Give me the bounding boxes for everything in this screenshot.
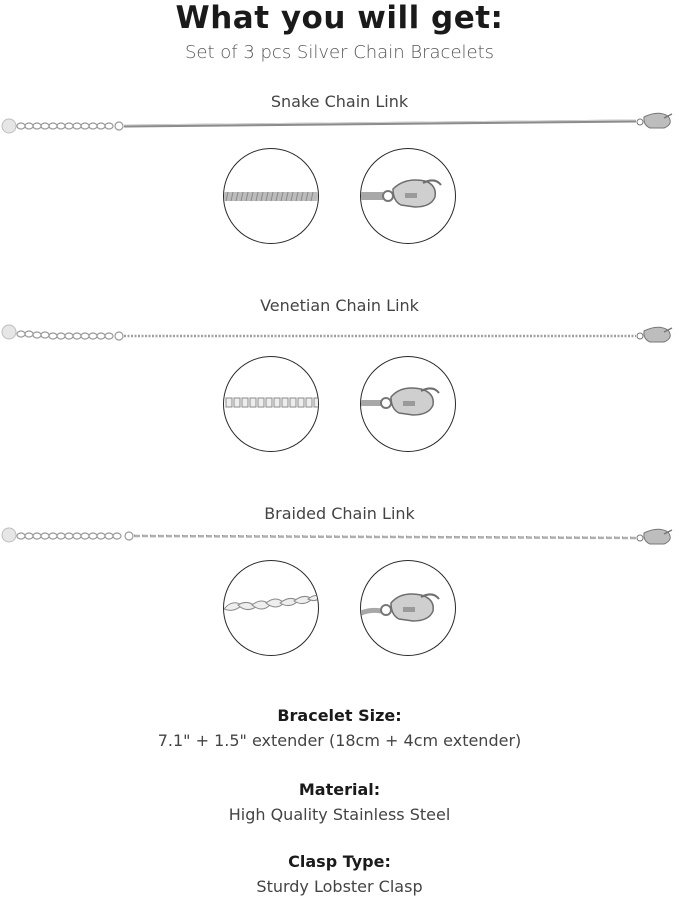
spec-value: High Quality Stainless Steel [228, 805, 451, 824]
spec-value: 7.1" + 1.5" extender (18cm + 4cm extender) [157, 731, 522, 750]
chain-label: Snake Chain Link [270, 92, 409, 111]
venetian-chain-bracelet-image [0, 316, 679, 356]
spec-clasp-type [0, 852, 679, 896]
lobster-clasp-closeup-icon [360, 560, 456, 656]
page-title: What you will get: [175, 0, 504, 36]
spec-material [0, 780, 679, 824]
braided-chain-bracelet-image [0, 518, 679, 558]
chain-label: Braided Chain Link [264, 504, 415, 523]
venetian-chain-closeup-icon [223, 356, 319, 452]
spec-label: Bracelet Size: [277, 706, 402, 725]
braided-chain-closeup-icon [223, 560, 319, 656]
snake-chain-bracelet-image [0, 106, 679, 146]
chain-label: Venetian Chain Link [260, 296, 419, 315]
spec-bracelet-size [0, 706, 679, 750]
spec-label: Material: [298, 780, 381, 799]
spec-value: Sturdy Lobster Clasp [256, 877, 423, 896]
spec-label: Clasp Type: [288, 852, 391, 871]
snake-chain-closeup-icon [223, 148, 319, 244]
lobster-clasp-closeup-icon [360, 148, 456, 244]
page-subtitle: Set of 3 pcs Silver Chain Bracelets [184, 42, 495, 63]
lobster-clasp-closeup-icon [360, 356, 456, 452]
